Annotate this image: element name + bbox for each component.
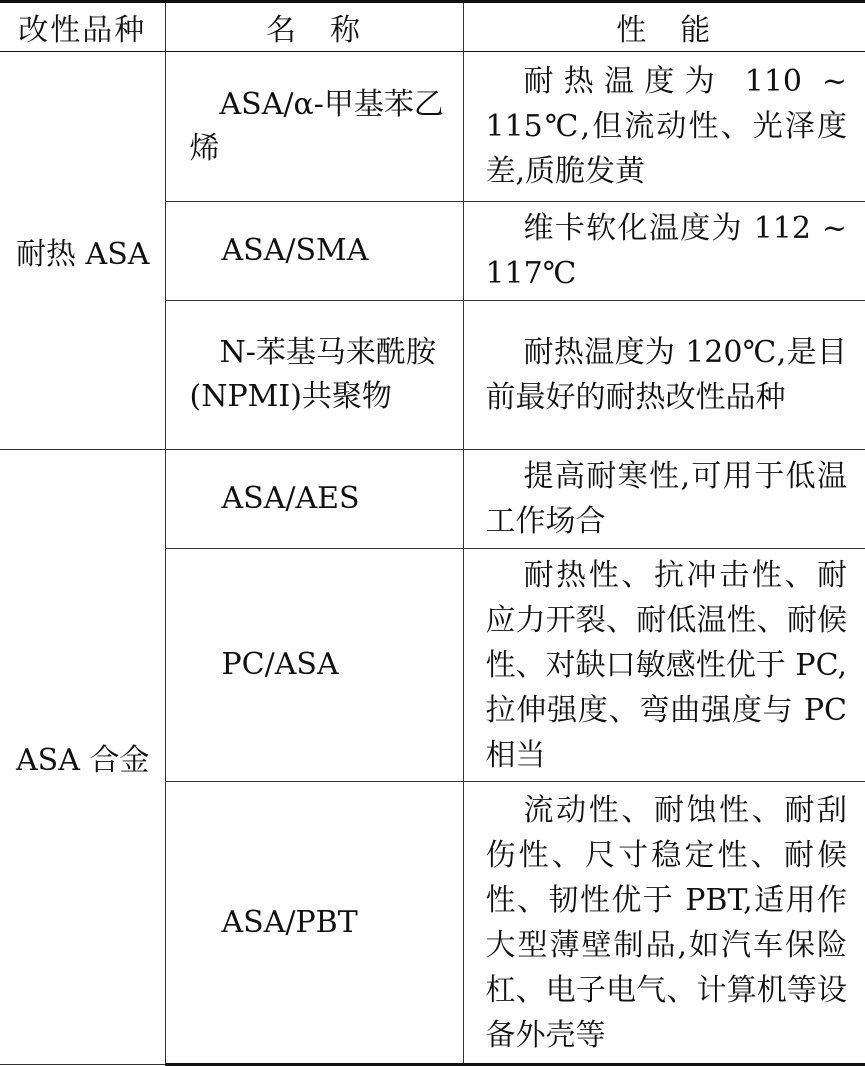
name-cell: ASA/AES <box>165 450 463 549</box>
header-cell-performance: 性 能 <box>463 2 865 52</box>
name-cell: ASA/α-甲基苯乙烯 <box>165 52 463 202</box>
performance-cell: 耐热性、抗冲击性、耐应力开裂、耐低温性、耐候性、对缺口敏感性优于 PC,拉伸强度、弯曲强度与 PC 相当 <box>463 549 865 782</box>
performance-cell: 提高耐寒性,可用于低温工作场合 <box>463 450 865 549</box>
group-label-heat-resistant: 耐热 ASA <box>0 52 165 450</box>
header-cell-type: 改性品种 <box>0 2 165 52</box>
table-header-row <box>0 2 865 52</box>
performance-cell: 流动性、耐蚀性、耐刮伤性、尺寸稳定性、耐候性、韧性优于 PBT,适用作大型薄壁制品,如汽车保险杠、电子电气、计算机等设备外壳等 <box>463 782 865 1065</box>
name-cell: N-苯基马来酰胺(NPMI)共聚物 <box>165 301 463 450</box>
table-row <box>0 450 865 549</box>
name-cell: PC/ASA <box>165 549 463 782</box>
performance-cell: 维卡软化温度为 112 ~ 117℃ <box>463 202 865 301</box>
name-cell: ASA/SMA <box>165 202 463 301</box>
group-label-alloy: ASA 合金 <box>0 450 165 1065</box>
header-cell-name: 名 称 <box>165 2 463 52</box>
table-row <box>0 52 865 202</box>
performance-cell: 耐热温度为 110 ~ 115℃,但流动性、光泽度差,质脆发黄 <box>463 52 865 202</box>
name-cell: ASA/PBT <box>165 782 463 1065</box>
performance-cell: 耐热温度为 120℃,是目前最好的耐热改性品种 <box>463 301 865 450</box>
